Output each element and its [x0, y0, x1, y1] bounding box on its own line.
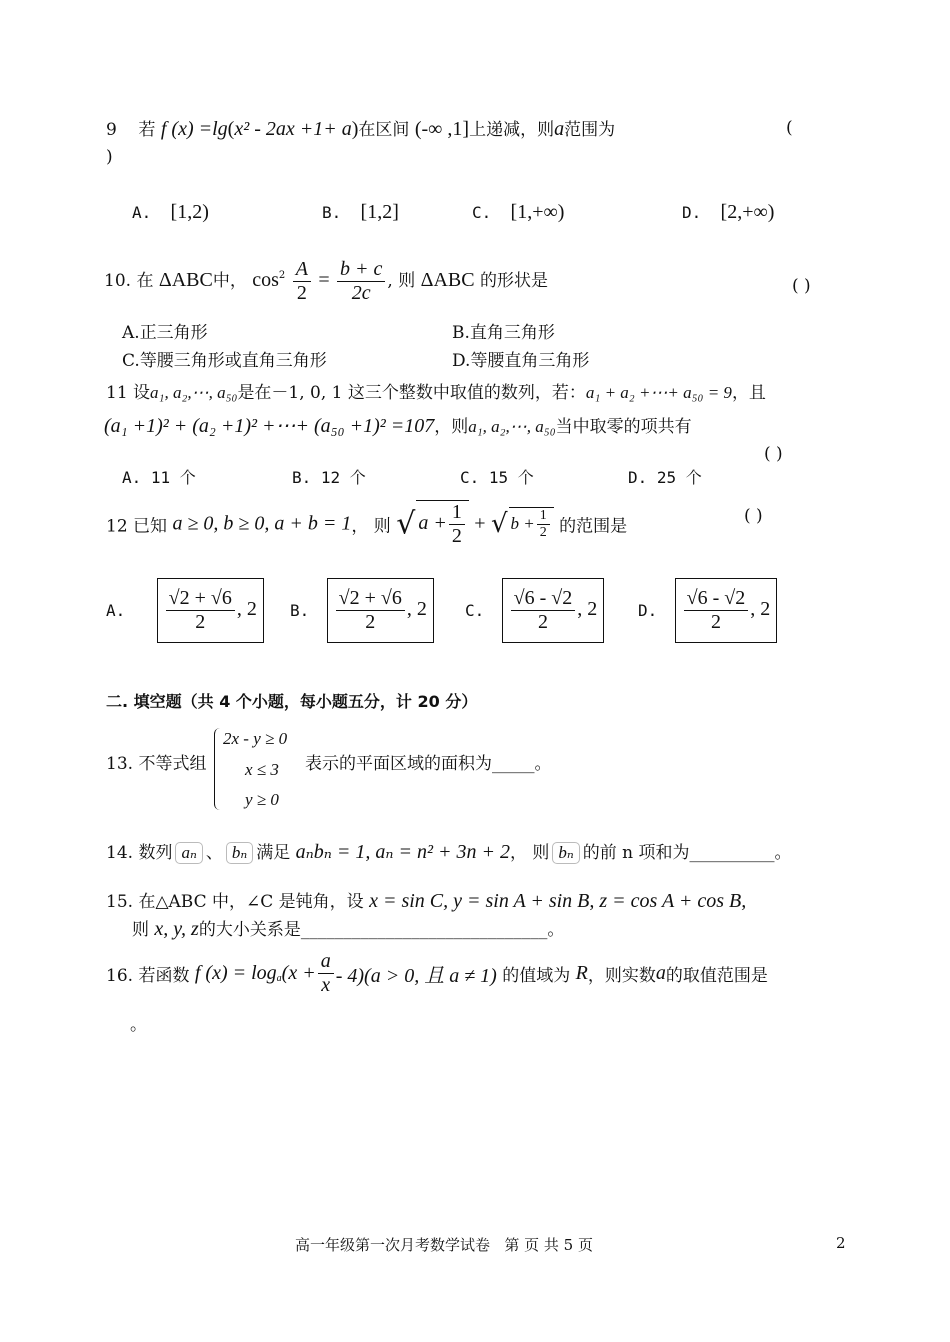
q12-radical-2: b + $\frac{1}{2}$ — [509, 507, 554, 541]
q12-paren: ( ) — [744, 506, 763, 526]
q12-option-b[interactable]: B. $\frac{√2 + √6}{2}$ , 2 — [290, 578, 434, 643]
q9-inner: x² - 2ax +1+ a — [234, 118, 352, 140]
q16-end: 。 — [130, 1015, 147, 1035]
q9-option-b[interactable]: B. [1,2] — [322, 201, 399, 223]
q10-option-c[interactable]: C.等腰三角形或直角三角形 — [122, 351, 327, 371]
q9-post: 上递减，则 — [469, 120, 555, 140]
q14-blank[interactable]: __________ — [689, 843, 775, 863]
q11-option-a[interactable]: A. 11 个 — [122, 468, 196, 487]
q10-line: 10. 在 ΔABC中， $\cos^2$ $\frac{A}{2}$ = $\frac{b + c}{2c}$ , 则 ΔABC 的形状是 — [104, 258, 548, 304]
q13-tail: 表示的平面区域的面积为_____。 — [305, 754, 552, 774]
q9-pre: 若 — [138, 120, 156, 140]
q14-seq-b2: bₙ — [552, 842, 579, 864]
q13-brace — [214, 728, 221, 810]
q9-mid: 在区间 — [358, 120, 410, 140]
q11-square-sum: (a₁ +1)² + (a₂ +1)² +⋯+ (a₅₀ +1)² =107 — [104, 415, 435, 437]
q12-option-d[interactable]: D. $\frac{√6 - √2}{2}$ , 2 — [638, 578, 777, 643]
q15-definitions: x = sin C, y = sin A + sin B, z = cos A + cos B, — [369, 890, 747, 912]
q9-option-d[interactable]: D. [2,+∞) — [682, 201, 775, 223]
section-title: 二. 填空题（共 4 个小题，每小题五分，计 20 分） — [106, 692, 478, 711]
q9-option-a[interactable]: A. [1,2) — [132, 201, 209, 223]
q15-line2: 则 x, y, z的大小关系是_____________________________。 — [132, 918, 565, 940]
q10-option-a[interactable]: A.正三角形 — [122, 323, 208, 343]
q16-frac: $\frac{a}{x}$ — [318, 950, 334, 997]
q16-line: 16. 若函数 f $(x) = \log_a(x$ + $\frac{a}{x}$ - 4)(a > 0, 且 a ≠ 1) 的值域为 R，则实数a的取值范围是 — [106, 950, 768, 996]
q13-pre: 13. 不等式组 — [106, 754, 207, 774]
q10-frac-a: $\frac{A}{2}$ — [293, 258, 311, 305]
q9-paren-close: ) — [106, 147, 113, 167]
q15-blank[interactable]: _____________________________ — [300, 920, 548, 940]
q13-ineq-3: y ≥ 0 — [245, 790, 279, 809]
q15-line1: 15. 在△ABC 中，∠C 是钝角，设 x = sin C, y = sin A + sin B, z = cos A + cos B, — [106, 890, 747, 912]
q14-condition: aₙbₙ = 1, aₙ = n² + 3n + 2 — [295, 841, 510, 863]
q11-line2: (a₁ +1)² + (a₂ +1)² +⋯+ (a₅₀ +1)² =107，则a₁, a₂,⋯, a₅₀当中取零的项共有 — [104, 415, 692, 437]
q11-sum: a₁ + a₂ +⋯+ a₅₀ = 9 — [585, 383, 732, 402]
q10-frac-b: $\frac{b + c}{2c}$ — [337, 258, 385, 305]
q9-interval: (-∞ ,1] — [414, 118, 470, 140]
q10-option-d[interactable]: D.等腰直角三角形 — [452, 351, 590, 371]
q9-paren-open: ( — [786, 118, 793, 138]
q9-tail: 范围为 — [564, 120, 616, 140]
q9-number: 9 — [106, 120, 117, 140]
q10-triangle: ΔABC — [158, 269, 213, 291]
q10-number: 10. — [104, 271, 132, 291]
footer-title: 高一年级第一次月考数学试卷 第 页 共 5 页 — [295, 1236, 593, 1254]
q11-option-b[interactable]: B. 12 个 — [292, 468, 366, 487]
q10-paren: ( ) — [792, 276, 811, 296]
q9-option-c[interactable]: C. [1,+∞) — [472, 201, 565, 223]
q9-func: f (x) =lg — [160, 118, 228, 140]
q10-option-b[interactable]: B.直角三角形 — [452, 323, 555, 343]
q12-condition: a ≥ 0, b ≥ 0, a + b = 1 — [172, 512, 352, 535]
q9-var: a — [554, 118, 565, 140]
q11-option-d[interactable]: D. 25 个 — [628, 468, 702, 487]
q11-sequence: a₁, a₂,⋯, a₅₀ — [150, 383, 238, 402]
q9-line: 9 若 f (x) =lg(x² - 2ax +1+ a)在区间 (-∞ ,1]上递减，则a范围为 — [106, 118, 616, 140]
q12-radical-1: a + $\frac{1}{2}$ — [416, 500, 469, 548]
q12-option-a[interactable]: A. $\frac{√2 + √6}{2}$ , 2 — [106, 578, 264, 643]
q14-line: 14. 数列 aₙ 、 bₙ 满足 aₙbₙ = 1, aₙ = n² + 3n + 2， 则 bₙ 的前 n 项和为__________。 — [106, 841, 792, 863]
q13-blank[interactable]: _____ — [492, 754, 535, 774]
q11-paren: ( ) — [764, 444, 783, 464]
q12-line: 12 已知 a ≥ 0, b ≥ 0, a + b = 1， 则 √ a + $\frac{1}{2}$ + √ b + $\frac{1}{2}$ 的范围是 — [106, 501, 628, 547]
q13-ineq-1: 2x - y ≥ 0 — [223, 729, 288, 748]
q12-option-c[interactable]: C. $\frac{√6 - √2}{2}$ , 2 — [465, 578, 604, 643]
footer-page-number: 2 — [836, 1234, 846, 1252]
q11-line1: 11 设a₁, a₂,⋯, a₅₀是在－1, 0, 1 这三个整数中取值的数列，若：a₁ + a₂ +⋯+ a₅₀ = 9，且 — [106, 383, 766, 403]
q11-option-c[interactable]: C. 15 个 — [460, 468, 534, 487]
q14-seq-b: bₙ — [226, 842, 253, 864]
q13-ineq-2: x ≤ 3 — [245, 760, 279, 779]
q14-seq-a: aₙ — [175, 842, 202, 864]
